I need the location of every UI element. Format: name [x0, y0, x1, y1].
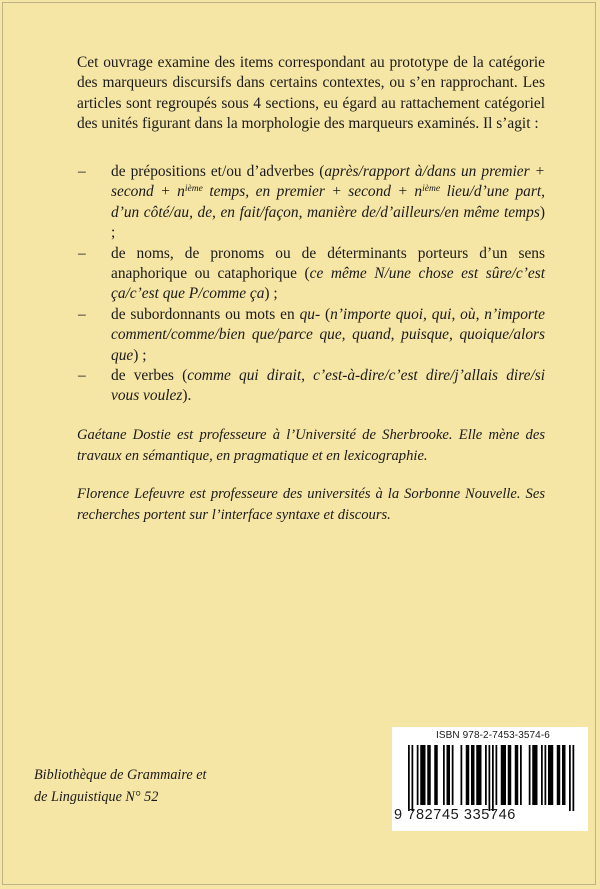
barcode-bar [532, 745, 537, 805]
intro-text: Cet ouvrage examine des items correspondant au prototype de la catégorie des marqueurs discursifs dans certains contextes, ou s’en rapprochant. Les articles sont regroupés sous 4 sections, eu égard au rattachement catégoriel des unités figurant dans la morphologie des marqueurs examinés. Il s’agit : [77, 54, 545, 133]
barcode-bar [408, 745, 410, 811]
item-text: de noms, de pronoms ou de déterminants porteurs d’un sens anaphorique ou cataphorique ( [111, 244, 545, 283]
barcode-bar [489, 745, 491, 811]
category-list [77, 162, 545, 407]
barcode-bar [443, 745, 445, 805]
item-text: de verbes ( [111, 367, 188, 385]
barcode-bar [501, 745, 506, 805]
list-item-verbs [77, 366, 545, 407]
item-text: de prépositions et/ou d’adverbes ( [111, 163, 325, 180]
barcode-bar [529, 745, 531, 805]
list-item-nouns [77, 244, 545, 305]
item-examples: temps, en premier + second + n [202, 183, 423, 201]
item-tail: ) ; [111, 203, 545, 242]
barcode-bar [466, 745, 470, 805]
barcode-bar [427, 745, 431, 805]
barcode-bar [420, 745, 425, 805]
barcode-block [392, 727, 588, 831]
barcode-bar [569, 745, 571, 811]
author-bio-lefeuvre: Florence Lefeuvre est professeure des universités à la Sorbonne Nouvelle. Ses recherches portent sur l’interface syntaxe et discours. [77, 486, 545, 523]
barcode-bar [545, 745, 547, 805]
intro-paragraph [77, 53, 545, 135]
barcode-bar [461, 745, 463, 805]
barcode-bar [434, 745, 438, 805]
item-text: ( [320, 305, 331, 323]
item-examples: comme qui dirait, c’est-à-dire/c’est dire/j’allais dire/si vous voulez [111, 367, 545, 405]
barcode-bar [417, 745, 419, 805]
series-title [34, 764, 206, 808]
list-dash: – [78, 367, 86, 385]
list-item-subordinators [77, 305, 545, 366]
author-bio-dostie: Gaétane Dostie est professeure à l’Université de Sherbrooke. Elle mène des travaux en sémantique, en pragmatique et en lexicographie. [77, 427, 545, 464]
list-dash: – [78, 305, 86, 323]
barcode-bar [471, 745, 475, 805]
series-line-2: de Linguistique N° 52 [34, 789, 159, 805]
barcode-bar [508, 745, 512, 805]
barcode-bar [485, 745, 487, 805]
barcode-bar [520, 745, 522, 805]
barcode-bar [557, 745, 561, 805]
barcode-bar [452, 745, 454, 805]
barcode-bar [515, 745, 519, 805]
isbn-label: ISBN 978-2-7453-3574-6 [436, 730, 550, 741]
list-item-prepositions [77, 162, 545, 244]
barcode-bar [562, 745, 566, 805]
list-dash: – [78, 163, 86, 180]
barcode-bar [447, 745, 451, 805]
item-tail: ) ; [264, 285, 278, 303]
list-dash: – [78, 244, 86, 262]
superscript-ieme: ième [422, 184, 441, 195]
item-examples: après/rapport à/dans un premier + second + n [111, 163, 545, 201]
item-examples: n’importe quoi, qui, où, n’importe comment/comme/bien que/parce que, quand, puisque, quoique/alors que [111, 305, 545, 364]
barcode-icon [404, 745, 578, 811]
item-tail: ). [182, 387, 192, 405]
barcode-bar [412, 745, 414, 811]
barcode-bar [573, 745, 575, 811]
item-text: de subordonnants ou mots en [111, 305, 300, 323]
barcode-bar [476, 745, 481, 805]
ean-digits: 9 782745 335746 [394, 807, 516, 823]
item-examples: qu- [299, 305, 321, 323]
item-examples: ce même N/une chose est sûre/c’est ça/c’est que P/comme ça [111, 265, 545, 303]
series-line-1: Bibliothèque de Grammaire et [34, 767, 207, 783]
barcode-bar [496, 745, 498, 805]
barcode-bar [548, 745, 553, 805]
item-examples: lieu/d’une part, d’un côté/au, de, en fait/façon, manière de/d’ailleurs/en même temps [111, 183, 545, 221]
item-tail: ) ; [133, 346, 147, 364]
barcode-bar [541, 745, 543, 805]
barcode-bar [492, 745, 494, 811]
superscript-ieme: ième [184, 184, 203, 195]
